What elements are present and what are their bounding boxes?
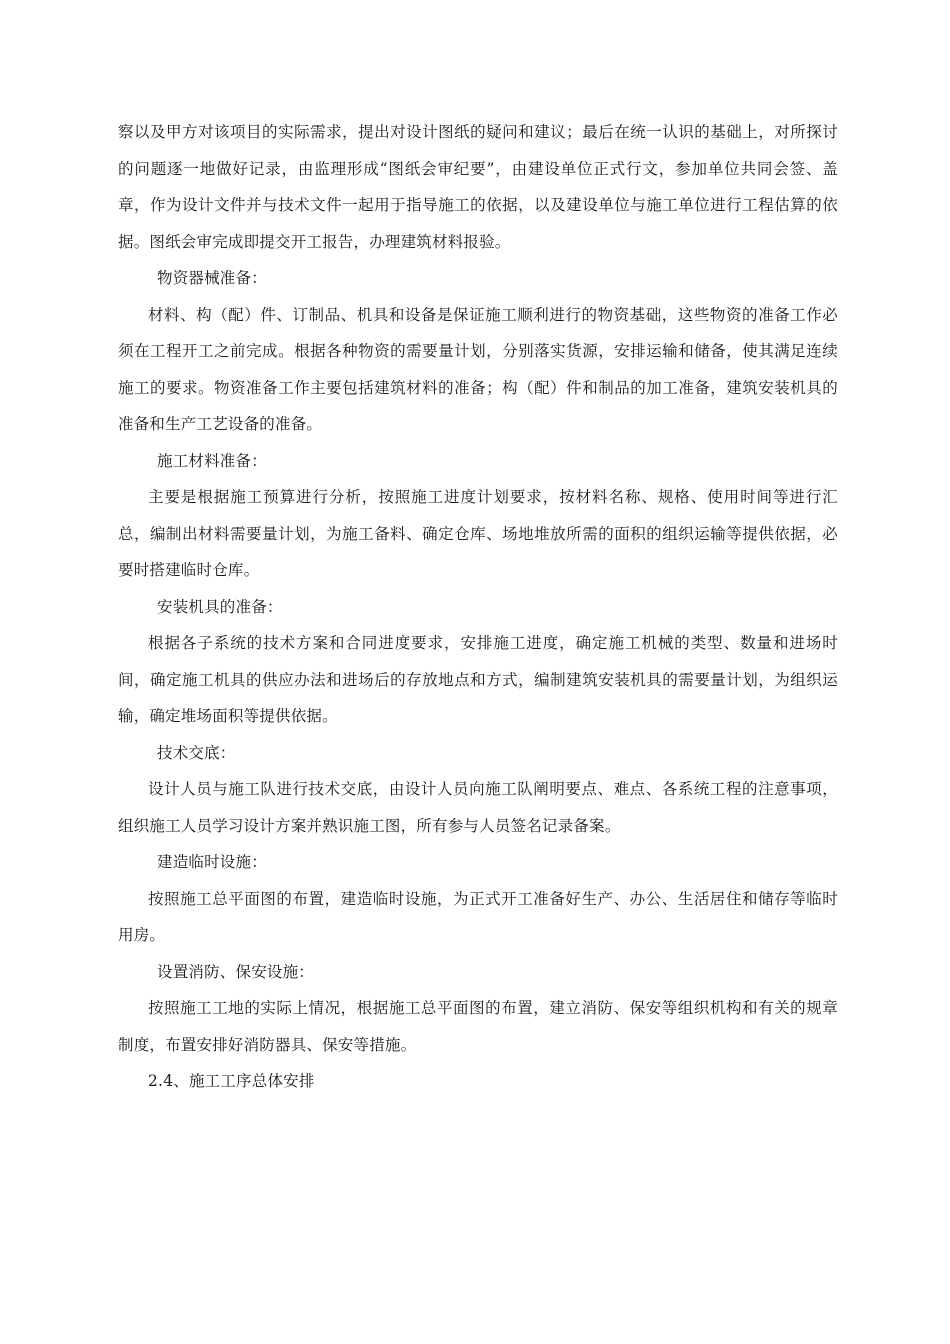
- heading-materials-equipment: 物资器械准备：: [157, 269, 267, 287]
- heading-temporary-facilities: 建造临时设施：: [157, 853, 267, 871]
- heading-fire-security: 设置消防、保安设施：: [157, 962, 315, 981]
- paragraph-technical-briefing: 设计人员与施工队进行技术交底，由设计人员向施工队阐明要点、难点、各系统工程的注意事项，组织施工人员学习设计方案并熟识施工图，所有参与人员签名记录备案。: [118, 780, 838, 835]
- paragraph-drawing-review: 察以及甲方对该项目的实际需求，提出对设计图纸的疑问和建议；最后在统一认识的基础上，对所探讨的问题逐一地做好记录，由监理形成“图纸会审纪要”，由建设单位正式行文，参加单位共同会签、盖章，作为设计文件并与技术文件一起用于指导施工的依据，以及建设单位与施工单位进行工程估算的依据。图纸会审完成即提交开工报告，办理建筑材料报验。: [118, 123, 838, 251]
- paragraph-installation-tools: 根据各子系统的技术方案和合同进度要求，安排施工进度，确定施工机械的类型、数量和进场时间，确定施工机具的供应办法和进场后的存放地点和方式，编制建筑安装机具的需要量计划，为组织运输，确定堆场面积等提供依据。: [118, 634, 838, 725]
- paragraph-temporary-facilities: 按照施工总平面图的布置，建造临时设施，为正式开工准备好生产、办公、生活居住和储存等临时用房。: [118, 889, 838, 944]
- heading-technical-briefing: 技术交底：: [157, 743, 236, 762]
- document-body: [118, 114, 838, 1100]
- paragraph-construction-materials: 主要是根据施工预算进行分析，按照施工进度计划要求，按材料名称、规格、使用时间等进行汇总，编制出材料需要量计划，为施工备料、确定仓库、场地堆放所需的面积的组织运输等提供依据，必要时搭建临时仓库。: [118, 488, 838, 579]
- paragraph-fire-security: 按照施工工地的实际上情况，根据施工总平面图的布置，建立消防、保安等组织机构和有关的规章制度，布置安排好消防器具、保安等措施。: [118, 999, 838, 1054]
- section-heading-2-4: 2.4、施工工序总体安排: [148, 1072, 315, 1090]
- heading-installation-tools: 安装机具的准备：: [157, 597, 283, 616]
- heading-construction-materials: 施工材料准备：: [157, 451, 267, 470]
- paragraph-materials-equipment: 材料、构（配）件、订制品、机具和设备是保证施工顺利进行的物资基础，这些物资的准备工作必须在工程开工之前完成。根据各种物资的需要量计划，分别落实货源，安排运输和储备，使其满足连续施工的要求。物资准备工作主要包括建筑材料的准备；构（配）件和制品的加工准备，建筑安装机具的准备和生产工艺设备的准备。: [118, 305, 838, 433]
